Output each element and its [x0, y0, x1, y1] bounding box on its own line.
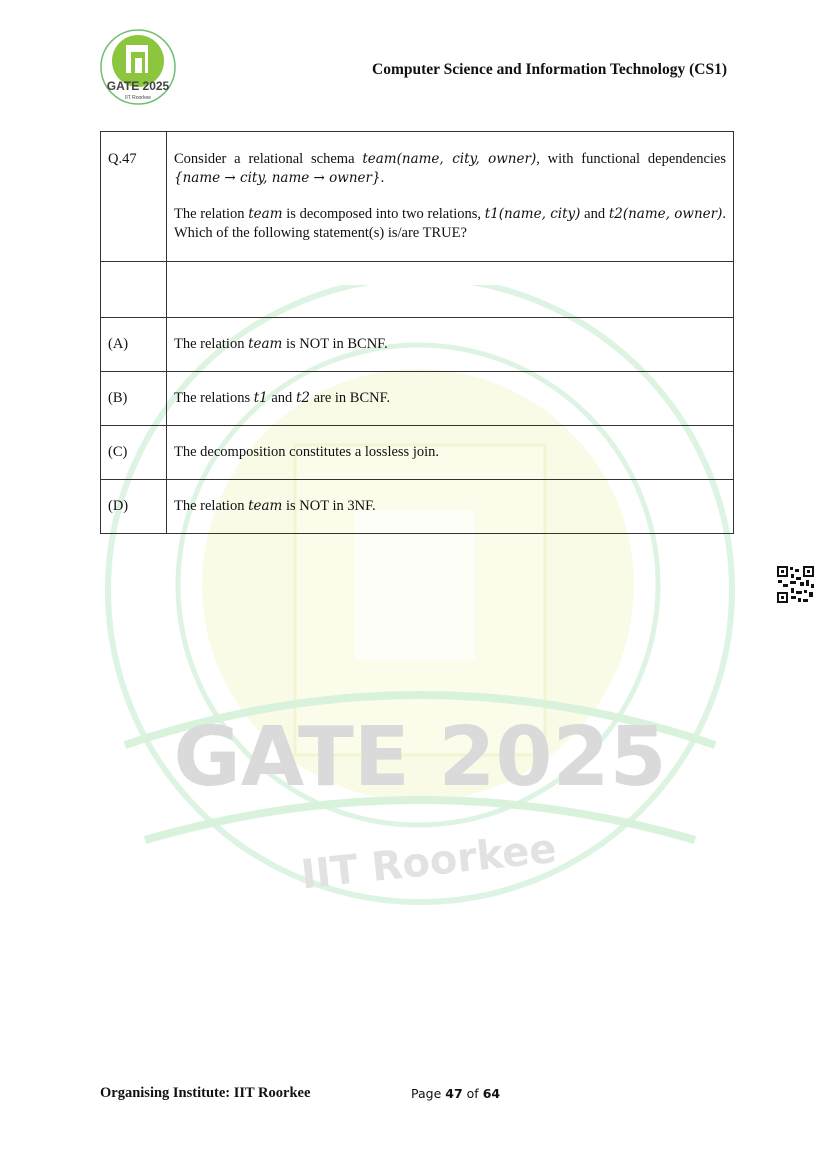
option-label: (C) — [101, 426, 167, 480]
qr-code — [776, 565, 815, 604]
gate-2025-logo — [99, 28, 177, 106]
option-text: The relation team is NOT in BCNF. — [167, 318, 734, 372]
option-text: The relation team is NOT in 3NF. — [167, 480, 734, 534]
subject-title: Computer Science and Information Technology (CS1) — [372, 61, 727, 78]
option-label: (A) — [101, 318, 167, 372]
option-row-a — [101, 318, 734, 372]
logo-text: GATE 2025 — [106, 79, 170, 93]
option-row-b — [101, 372, 734, 426]
blank-row — [101, 262, 734, 318]
option-text: The decomposition constitutes a lossless join. — [167, 426, 734, 480]
stem-paragraph-2: The relation team is decomposed into two relations, t1(name, city) and t2(name, owner). Which of the following statement(s) is/are TRUE? — [174, 206, 727, 241]
option-row-c — [101, 426, 734, 480]
question-stem — [167, 132, 734, 262]
question-number: Q.47 — [101, 132, 167, 262]
stem-paragraph-1: Consider a relational schema team(name, city, owner), with functional dependencies {name → city, name → owner}. — [174, 151, 726, 186]
blank-cell — [101, 262, 167, 318]
page-number: Page 47 of 64 — [411, 1086, 501, 1101]
blank-cell — [167, 262, 734, 318]
option-label: (B) — [101, 372, 167, 426]
option-label: (D) — [101, 480, 167, 534]
watermark-title: GATE 2025 — [173, 710, 667, 805]
option-row-d — [101, 480, 734, 534]
organising-institute: Organising Institute: IIT Roorkee — [100, 1085, 311, 1101]
option-text: The relations t1 and t2 are in BCNF. — [167, 372, 734, 426]
question-table — [100, 131, 734, 534]
question-row — [101, 132, 734, 262]
logo-subtext: IIT Roorkee — [124, 95, 152, 101]
watermark-subtitle: IIT Roorkee — [298, 825, 559, 899]
